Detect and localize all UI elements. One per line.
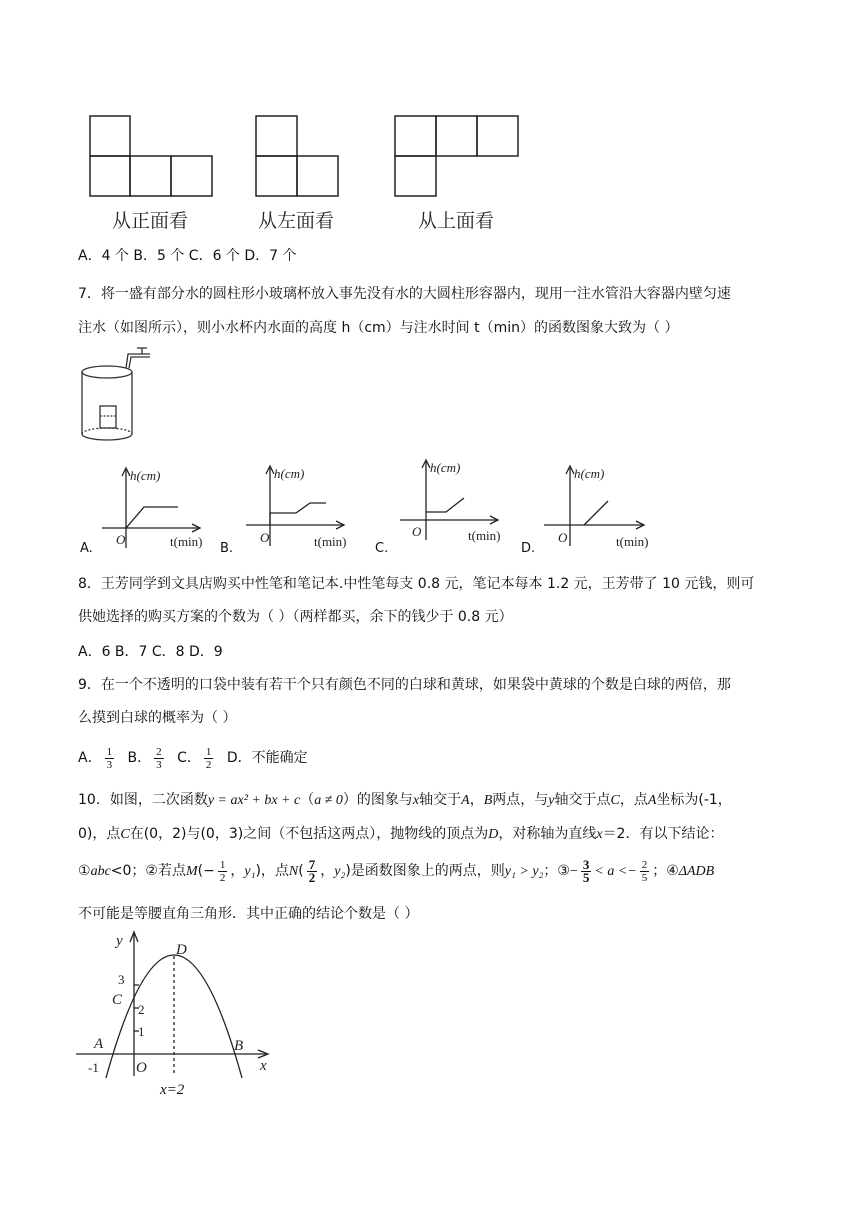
q7-option-a: A. (80, 541, 93, 556)
q9-options: A． $\frac{1}{3}$ B． $\frac{2}{3}$ C． $\frac{1}{2}$ D．不能确定 (78, 745, 308, 771)
graph-origin: O (136, 1060, 147, 1076)
graph-tick-3: 3 (118, 972, 125, 987)
q9-text-line2: 么摸到白球的概率为（ ） (78, 710, 237, 726)
q7-option-c: C. (375, 541, 389, 556)
q7-option-b: B. (220, 541, 234, 556)
graph-b (240, 462, 360, 554)
graph-a-curve (126, 507, 178, 528)
inlet-pipe-inner (129, 357, 150, 368)
front-square-3 (171, 156, 212, 196)
graph-d (540, 462, 660, 554)
graph-c (394, 456, 514, 548)
left-square-top (256, 116, 297, 156)
graph-y-label: y (116, 933, 123, 949)
axis-of-symmetry-label: x=2 (160, 1082, 185, 1098)
front-view (90, 116, 212, 196)
parabola-graph (76, 928, 276, 1080)
label-top-view: 从上面看 (418, 210, 495, 232)
q10-frac-neg25: $\frac{2}{5}$ (641, 858, 648, 884)
top-square-2 (436, 116, 477, 156)
svg-text:h(cm) (574, 466, 604, 481)
label-left-view: 从左面看 (258, 210, 335, 232)
q7-text-line1: 7．将一盛有部分水的圆柱形小玻璃杯放入事先没有水的大圆柱形容器内，现用一注水管沿大容器内壁匀速 (78, 286, 731, 302)
graph-tick-neg1: -1 (88, 1060, 99, 1075)
graph-c-curve (426, 498, 464, 512)
container-figure (78, 342, 178, 446)
graph-d-xlabel: t(min) (616, 534, 649, 549)
graph-tick-2: 2 (138, 1002, 145, 1017)
graph-a (96, 464, 216, 556)
q10-equation: y = ax² + bx + c (207, 793, 301, 808)
top-square-1 (395, 116, 436, 156)
q10-text-line2: 0)，点C在(0，2)与(0，3)之间（不包括这两点），抛物线的顶点为D，对称轴为直线x＝2．有以下结论： (78, 826, 724, 842)
q10-frac-neg35: $\frac{3}{5}$ (582, 856, 590, 885)
q8-options: A．6 B．7 C．8 D．9 (78, 644, 223, 660)
svg-text:h(cm) (130, 468, 160, 483)
front-square-1 (90, 156, 130, 196)
graph-x-label: x (260, 1058, 267, 1074)
q10-text-line3: ①abc<0；②若点M(− $\frac{1}{2}$ ，y₁)，点N( $\frac{7}{2}$ ，y₂)是函数图象上的两点，则y₁ > y₂；③− $\frac{3}{5}$ < a <− $\frac{2}{5}$ ；④ΔADB (78, 856, 715, 885)
q8-text-line2: 供她选择的购买方案的个数为（ ）（两样都买，余下的钱少于 0.8 元） (78, 609, 513, 625)
top-square-3 (477, 116, 518, 156)
graph-point-d: D (176, 942, 187, 958)
big-cylinder-bottom (82, 434, 132, 440)
graph-d-origin: O (558, 530, 568, 545)
q9-text-line1: 9．在一个不透明的口袋中装有若干个只有颜色不同的白球和黄球，如果袋中黄球的个数是白球的两倍，那 (78, 677, 731, 693)
svg-text:h(cm) (274, 466, 304, 481)
big-cylinder-top (82, 366, 132, 378)
left-square-2 (297, 156, 338, 196)
front-square-2 (130, 156, 171, 196)
q10-frac-n: $\frac{7}{2}$ (308, 856, 316, 885)
q7-text-line2: 注水（如图所示），则小水杯内水面的高度 h（cm）与注水时间 t（min）的函数图象大致为（ ） (78, 320, 679, 336)
graph-c-origin: O (412, 524, 422, 539)
big-cylinder-bottom-back (82, 428, 132, 434)
q9-frac-b: $\frac{2}{3}$ (156, 745, 162, 771)
label-front-view: 从正面看 (112, 210, 189, 232)
graph-a-origin: O (116, 532, 126, 547)
q9-frac-a: $\frac{1}{3}$ (106, 745, 113, 771)
front-square-top (90, 116, 130, 156)
graph-b-xlabel: t(min) (314, 534, 347, 549)
svg-text:h(cm) (430, 460, 460, 475)
q10-frac-m: $\frac{1}{2}$ (219, 858, 226, 884)
graph-point-b: B (234, 1038, 244, 1054)
graph-a-ylabel: h(cm) (130, 468, 161, 483)
q10-text-line1: 10．如图，二次函数y = ax² + bx + c（a ≠ 0）的图象与x轴交于A，B两点，与y轴交于点C，点A坐标为(-1， (78, 792, 732, 808)
graph-c-ylabel: h(cm) (430, 460, 461, 475)
graph-b-curve (270, 503, 326, 525)
left-square-1 (256, 156, 297, 196)
graph-a-xlabel: t(min) (170, 534, 203, 549)
q6-options: A．4 个 B．5 个 C．6 个 D．7 个 (78, 248, 297, 264)
graph-tick-1: 1 (138, 1024, 145, 1039)
q7-option-d: D. (521, 541, 536, 556)
graph-b-ylabel: h(cm) (274, 466, 305, 481)
q8-text-line1: 8．王芳同学到文具店购买中性笔和笔记本.中性笔每支 0.8 元，笔记本每本 1.2 元，王芳带了 10 元钱，则可 (78, 576, 755, 592)
small-cup (100, 406, 116, 428)
graph-b-origin: O (260, 530, 270, 545)
graph-point-a: A (94, 1036, 104, 1052)
q10-text-line4: 不可能是等腰直角三角形．其中正确的结论个数是（ ） (78, 906, 419, 922)
top-view (395, 116, 518, 196)
graph-d-curve (584, 501, 608, 525)
q9-frac-c: $\frac{1}{2}$ (205, 745, 212, 771)
graph-d-ylabel: h(cm) (574, 466, 605, 481)
graph-c-xlabel: t(min) (468, 528, 501, 543)
left-view (256, 116, 338, 196)
top-square-bottom (395, 156, 436, 196)
graph-point-c: C (112, 992, 123, 1008)
